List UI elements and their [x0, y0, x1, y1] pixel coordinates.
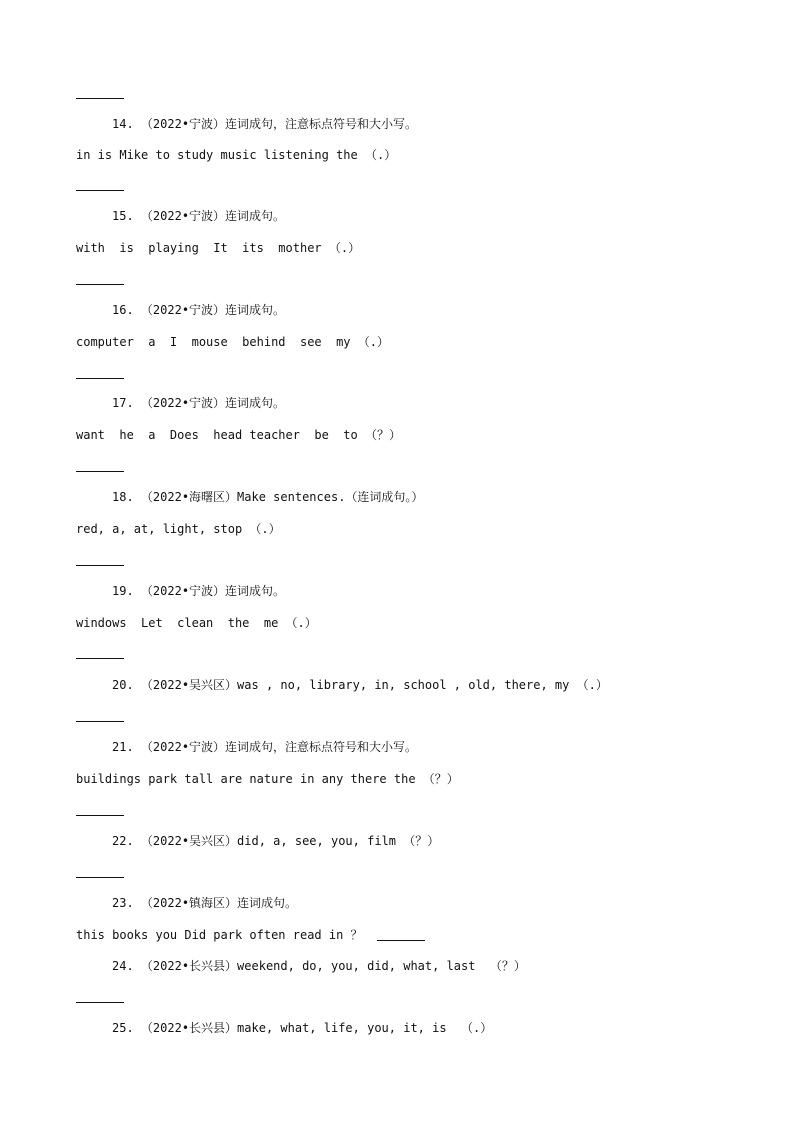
answer-blank	[76, 190, 124, 191]
question-19-words: windows Let clean the me （.）	[76, 616, 317, 630]
question-19: 19. （2022•宁波）连词成句。	[112, 584, 286, 598]
answer-blank	[76, 721, 124, 722]
question-17-words: want he a Does head teacher be to （？）	[76, 428, 401, 442]
answer-blank	[76, 98, 124, 99]
question-24: 24. （2022•长兴县）weekend, do, you, did, what, last （？）	[112, 959, 526, 973]
question-22: 22. （2022•吴兴区）did, a, see, you, film （？）	[112, 834, 440, 848]
question-15: 15. （2022•宁波）连词成句。	[112, 209, 286, 223]
answer-blank	[377, 940, 425, 941]
answer-blank	[76, 378, 124, 379]
question-23-words: this books you Did park often read in ？	[76, 928, 425, 942]
answer-blank	[76, 658, 124, 659]
question-16-words: computer a I mouse behind see my （.）	[76, 335, 389, 349]
question-16: 16. （2022•宁波）连词成句。	[112, 303, 286, 317]
question-18: 18. （2022•海曙区）Make sentences.（连词成句。）	[112, 490, 424, 504]
question-17: 17. （2022•宁波）连词成句。	[112, 396, 286, 410]
question-20: 20. （2022•吴兴区）was , no, library, in, school , old, there, my （.）	[112, 678, 608, 692]
answer-blank	[76, 565, 124, 566]
question-25: 25. （2022•长兴县）make, what, life, you, it, is （.）	[112, 1021, 493, 1035]
question-21: 21. （2022•宁波）连词成句，注意标点符号和大小写。	[112, 740, 418, 754]
answer-blank	[76, 471, 124, 472]
question-14: 14. （2022•宁波）连词成句，注意标点符号和大小写。	[112, 117, 418, 131]
question-15-words: with is playing It its mother （.）	[76, 241, 361, 255]
answer-blank	[76, 284, 124, 285]
answer-blank	[76, 815, 124, 816]
question-14-words: in is Mike to study music listening the （.）	[76, 148, 397, 162]
question-18-words: red, a, at, light, stop （.）	[76, 522, 281, 536]
question-21-words: buildings park tall are nature in any there the （？）	[76, 772, 459, 786]
question-23: 23. （2022•镇海区）连词成句。	[112, 896, 298, 910]
answer-blank	[76, 877, 124, 878]
answer-blank	[76, 1002, 124, 1003]
